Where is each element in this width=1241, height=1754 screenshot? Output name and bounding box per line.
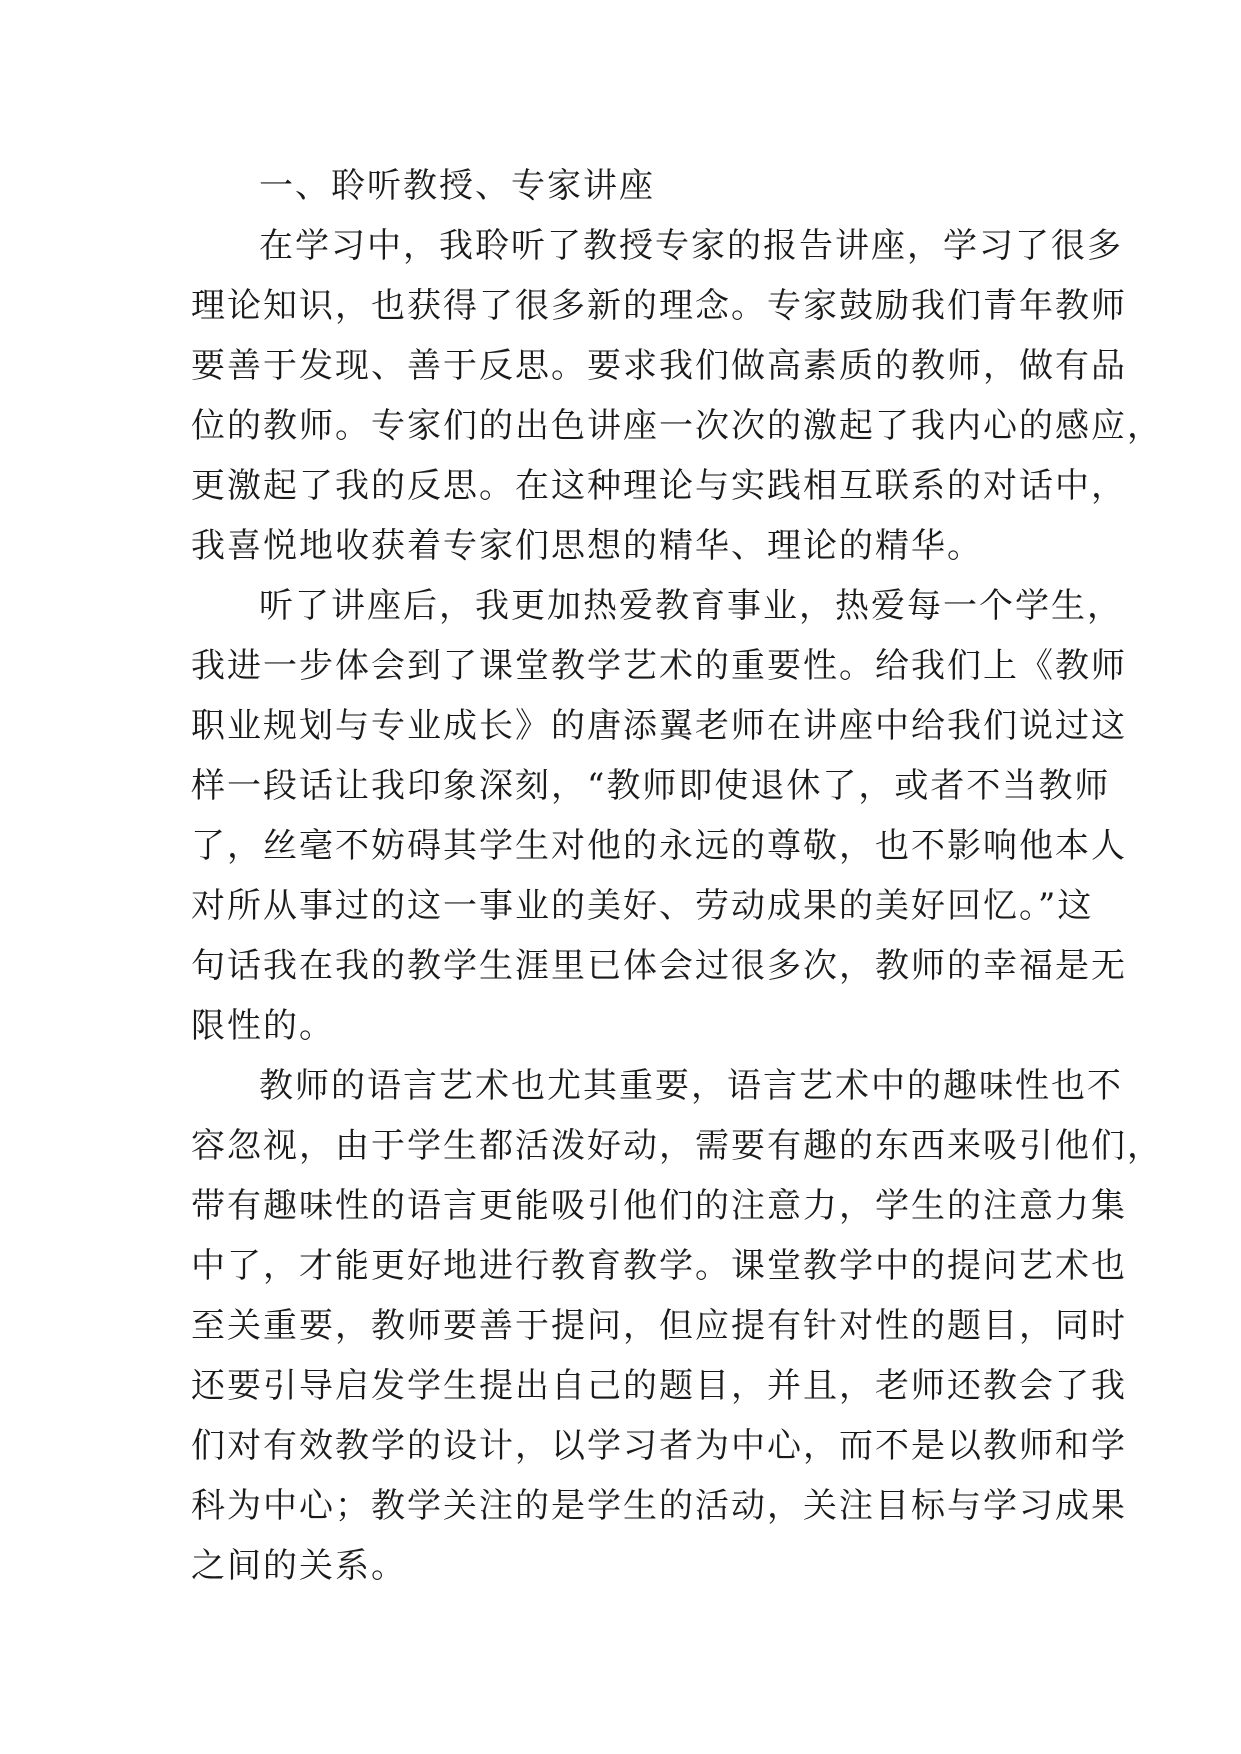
paragraph-line: 样一段话让我印象深刻，“教师即使退休了，或者不当教师 — [191, 766, 1111, 806]
paragraph-line: 科为中心；教学关注的是学生的活动，关注目标与学习成果 — [191, 1486, 1127, 1526]
paragraph-line: 中了，才能更好地进行教育教学。课堂教学中的提问艺术也 — [191, 1246, 1127, 1286]
paragraph-line: 至关重要，教师要善于提问，但应提有针对性的题目，同时 — [191, 1306, 1127, 1346]
paragraph-line: 们对有效教学的设计，以学习者为中心，而不是以教师和学 — [191, 1426, 1127, 1466]
paragraph-line: 容忽视，由于学生都活泼好动，需要有趣的东西来吸引他们， — [191, 1126, 1163, 1166]
paragraph-line: 对所从事过的这一事业的美好、劳动成果的美好回忆。”这 — [191, 886, 1094, 926]
paragraph-line: 之间的关系。 — [191, 1546, 407, 1586]
paragraph-line: 位的教师。专家们的出色讲座一次次的激起了我内心的感应， — [191, 406, 1163, 446]
paragraph-line: 听了讲座后，我更加热爱教育事业，热爱每一个学生， — [259, 586, 1123, 626]
paragraph-line: 了，丝毫不妨碍其学生对他的永远的尊敬，也不影响他本人 — [191, 826, 1127, 866]
paragraph-line: 在学习中，我聆听了教授专家的报告讲座，学习了很多 — [259, 226, 1123, 266]
paragraph-1 — [191, 216, 1163, 576]
paragraph-2 — [191, 576, 1127, 1056]
paragraph-line: 要善于发现、善于反思。要求我们做高素质的教师，做有品 — [191, 346, 1127, 386]
paragraph-line: 限性的。 — [191, 1006, 335, 1046]
paragraph-line: 句话我在我的教学生涯里已体会过很多次，教师的幸福是无 — [191, 946, 1127, 986]
paragraph-line: 我喜悦地收获着专家们思想的精华、理论的精华。 — [191, 526, 983, 566]
paragraph-line: 还要引导启发学生提出自己的题目，并且，老师还教会了我 — [191, 1366, 1127, 1406]
paragraph-line: 带有趣味性的语言更能吸引他们的注意力，学生的注意力集 — [191, 1186, 1127, 1226]
paragraph-line: 职业规划与专业成长》的唐添翼老师在讲座中给我们说过这 — [191, 706, 1127, 746]
paragraph-line: 教师的语言艺术也尤其重要，语言艺术中的趣味性也不 — [259, 1066, 1123, 1106]
section-heading: 一、聆听教授、专家讲座 — [259, 166, 655, 206]
document-body — [191, 156, 1163, 1596]
paragraph-line: 更激起了我的反思。在这种理论与实践相互联系的对话中， — [191, 466, 1127, 506]
paragraph-line: 我进一步体会到了课堂教学艺术的重要性。给我们上《教师 — [191, 646, 1127, 686]
paragraph-3 — [191, 1056, 1163, 1596]
paragraph-line: 理论知识，也获得了很多新的理念。专家鼓励我们青年教师 — [191, 286, 1127, 326]
